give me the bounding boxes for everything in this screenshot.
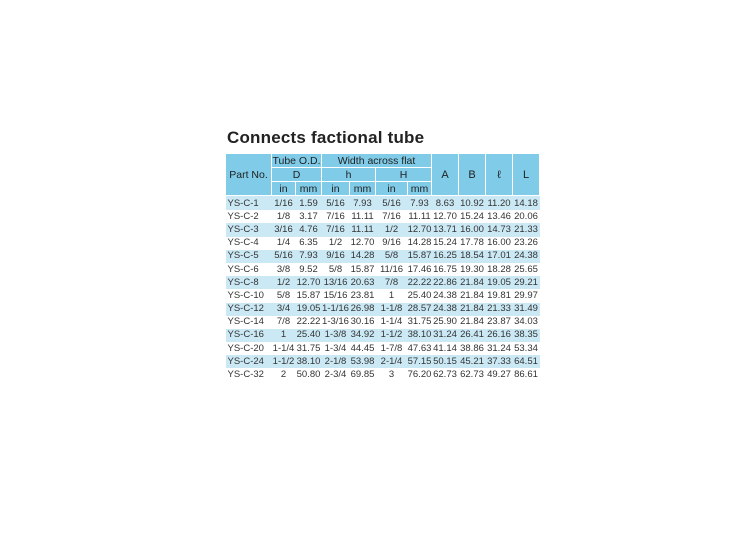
value-cell: 47.63 (407, 342, 432, 354)
header-unit-in: in (272, 182, 296, 196)
header-unit-in: in (322, 182, 350, 196)
header-l: L (513, 154, 540, 196)
table-header (226, 154, 540, 196)
value-cell: 18.28 (487, 263, 511, 275)
value-cell: 6.35 (299, 237, 318, 249)
value-cell: 1-7/8 (380, 342, 403, 354)
part-number-cell: YS-C-4 (227, 237, 259, 249)
table-row (226, 342, 540, 355)
spec-table (225, 153, 540, 382)
part-number-cell: YS-C-2 (227, 210, 259, 222)
value-cell: 7/16 (382, 210, 401, 222)
value-cell: 21.84 (460, 276, 484, 288)
table-row (226, 237, 540, 250)
value-cell: 15.87 (296, 289, 321, 301)
value-cell: 1-1/4 (380, 316, 403, 328)
value-cell: 25.65 (514, 263, 538, 275)
value-cell: 64.51 (514, 355, 538, 367)
value-cell: 21.84 (460, 303, 484, 315)
value-cell: 14.18 (513, 196, 540, 211)
value-cell: 86.61 (514, 369, 538, 381)
table-body (226, 196, 540, 382)
value-cell: 5/16 (272, 250, 296, 263)
header-unit-in: in (376, 182, 408, 196)
value-cell: 24.38 (433, 289, 457, 301)
value-cell: 3/4 (272, 303, 296, 316)
value-cell: 11.11 (408, 210, 431, 222)
value-cell: 1-1/2 (272, 355, 295, 367)
value-cell: 1-1/4 (272, 342, 295, 354)
value-cell: 20.63 (350, 276, 375, 288)
value-cell: 3/16 (272, 223, 296, 236)
value-cell: 1/2 (376, 223, 408, 236)
value-cell: 7/16 (322, 223, 350, 236)
header-unit-mm: mm (350, 182, 376, 196)
value-cell: 34.92 (350, 329, 375, 341)
value-cell: 1-3/4 (324, 342, 347, 354)
value-cell: 26.16 (487, 329, 511, 341)
value-cell: 25.90 (433, 316, 457, 328)
value-cell: 25.40 (407, 289, 432, 301)
value-cell: 29.21 (514, 276, 538, 288)
value-cell: 1 (388, 289, 395, 301)
value-cell: 15.87 (350, 263, 375, 275)
value-cell: 5/8 (276, 289, 291, 301)
value-cell: 29.97 (514, 289, 538, 301)
table-row (226, 289, 540, 302)
value-cell: 38.35 (514, 329, 538, 341)
value-cell: 15.24 (460, 210, 484, 222)
value-cell: 76.20 (407, 369, 432, 381)
value-cell: 37.33 (487, 355, 511, 367)
value-cell: 31.75 (407, 316, 432, 328)
table-row (226, 316, 540, 329)
value-cell: 21.33 (514, 223, 538, 235)
value-cell: 14.28 (350, 250, 375, 262)
header-h-small: h (322, 168, 376, 182)
value-cell: 15.87 (407, 250, 432, 262)
value-cell: 38.86 (460, 342, 484, 354)
table-row (226, 276, 540, 289)
value-cell: 15.24 (433, 237, 457, 249)
value-cell: 28.57 (407, 303, 432, 315)
table-row (226, 303, 540, 316)
value-cell: 1/16 (272, 196, 296, 211)
value-cell: 18.54 (460, 250, 484, 262)
value-cell: 30.16 (350, 316, 375, 328)
value-cell: 3.17 (299, 210, 318, 222)
value-cell: 7.93 (296, 250, 322, 263)
value-cell: 21.33 (487, 303, 511, 315)
header-h-big: H (376, 168, 432, 182)
value-cell: 16.75 (433, 263, 457, 275)
value-cell: 1-1/8 (376, 303, 408, 316)
part-number-cell: YS-C-8 (226, 276, 272, 289)
value-cell: 16.00 (487, 237, 511, 249)
value-cell: 1-1/16 (322, 303, 349, 315)
value-cell: 12.70 (350, 237, 375, 249)
value-cell: 1-1/2 (376, 329, 408, 342)
header-d: D (272, 168, 322, 182)
value-cell: 7/8 (276, 316, 291, 328)
part-number-cell: YS-C-32 (227, 369, 264, 381)
header-tube-od: Tube O.D. (272, 154, 321, 167)
value-cell: 22.86 (433, 276, 457, 288)
value-cell: 11/16 (379, 263, 404, 275)
value-cell: 2-3/4 (324, 369, 347, 381)
value-cell: 38.10 (296, 355, 321, 367)
value-cell: 1/4 (276, 237, 291, 249)
value-cell: 2 (280, 369, 287, 381)
value-cell: 17.01 (487, 250, 511, 262)
value-cell: 13.71 (433, 223, 457, 235)
value-cell: 13/16 (322, 276, 350, 289)
value-cell: 9/16 (382, 237, 401, 249)
value-cell: 24.38 (433, 303, 457, 315)
value-cell: 15/16 (323, 289, 348, 301)
table-row (226, 223, 540, 236)
value-cell: 9/16 (322, 250, 350, 263)
value-cell: 50.15 (433, 355, 457, 367)
part-number-cell: YS-C-12 (226, 303, 272, 316)
header-l-script: ℓ (486, 154, 513, 196)
value-cell: 69.85 (350, 369, 375, 381)
value-cell: 23.81 (350, 289, 375, 301)
value-cell: 53.34 (514, 342, 538, 354)
table-row (226, 210, 540, 223)
table-row (226, 263, 540, 276)
header-width-across-flat: Width across flat (322, 154, 432, 168)
value-cell: 62.73 (460, 369, 484, 381)
value-cell: 49.27 (487, 369, 511, 381)
value-cell: 7/16 (326, 210, 345, 222)
value-cell: 14.73 (487, 223, 511, 235)
value-cell: 19.30 (460, 263, 484, 275)
value-cell: 22.22 (407, 276, 432, 288)
value-cell: 3 (388, 369, 395, 381)
part-number-cell: YS-C-1 (226, 196, 272, 211)
table-row (226, 250, 540, 263)
value-cell: 2-1/4 (376, 355, 408, 368)
value-cell: 8.63 (432, 196, 459, 211)
value-cell: 62.73 (433, 369, 457, 381)
value-cell: 25.40 (296, 329, 321, 341)
value-cell: 41.14 (433, 342, 457, 354)
value-cell: 44.45 (350, 342, 375, 354)
value-cell: 19.05 (296, 303, 321, 315)
value-cell: 1-3/16 (322, 316, 349, 328)
header-part-no: Part No. (226, 154, 272, 196)
page-title: Connects factional tube (227, 128, 425, 147)
value-cell: 11.11 (351, 223, 374, 235)
part-number-cell: YS-C-24 (226, 355, 272, 368)
value-cell: 1/8 (276, 210, 291, 222)
value-cell: 1/2 (328, 237, 343, 249)
value-cell: 22.22 (296, 316, 321, 328)
value-cell: 21.84 (460, 316, 484, 328)
value-cell: 7/8 (376, 276, 408, 289)
value-cell: 7.93 (350, 196, 376, 211)
value-cell: 50.80 (296, 369, 321, 381)
value-cell: 17.78 (460, 237, 484, 249)
value-cell: 19.81 (487, 289, 511, 301)
value-cell: 13.46 (487, 210, 511, 222)
value-cell: 31.24 (487, 342, 511, 354)
value-cell: 31.49 (514, 303, 538, 315)
value-cell: 5/8 (376, 250, 408, 263)
value-cell: 31.75 (296, 342, 321, 354)
part-number-cell: YS-C-16 (226, 329, 272, 342)
value-cell: 23.26 (514, 237, 538, 249)
part-number-cell: YS-C-3 (226, 223, 272, 236)
value-cell: 16.00 (460, 223, 484, 235)
value-cell: 7.93 (408, 196, 432, 211)
value-cell: 38.10 (407, 329, 432, 341)
value-cell: 21.84 (460, 289, 484, 301)
value-cell: 11.11 (351, 210, 374, 222)
header-unit-mm: mm (296, 182, 322, 196)
value-cell: 20.06 (514, 210, 538, 222)
value-cell: 1 (272, 329, 296, 342)
value-cell: 34.03 (514, 316, 538, 328)
header-a: A (432, 154, 459, 196)
value-cell: 3/8 (276, 263, 291, 275)
value-cell: 16.25 (433, 250, 457, 262)
value-cell: 26.41 (460, 329, 484, 341)
table-row (226, 196, 540, 211)
value-cell: 1/2 (272, 276, 296, 289)
value-cell: 5/16 (322, 196, 350, 211)
part-number-cell: YS-C-14 (227, 316, 264, 328)
value-cell: 12.70 (407, 223, 432, 235)
value-cell: 2-1/8 (322, 355, 350, 368)
value-cell: 12.70 (296, 276, 321, 288)
table-row (226, 355, 540, 368)
part-number-cell: YS-C-5 (226, 250, 272, 263)
value-cell: 26.98 (350, 303, 375, 315)
value-cell: 24.38 (514, 250, 538, 262)
value-cell: 11.20 (486, 196, 513, 211)
value-cell: 5/8 (328, 263, 343, 275)
value-cell: 10.92 (459, 196, 486, 211)
value-cell: 4.76 (296, 223, 322, 236)
header-b: B (459, 154, 486, 196)
value-cell: 53.98 (350, 355, 375, 367)
value-cell: 31.24 (433, 329, 457, 341)
header-unit-mm: mm (408, 182, 432, 196)
value-cell: 19.05 (487, 276, 511, 288)
value-cell: 12.70 (433, 210, 457, 222)
value-cell: 17.46 (407, 263, 432, 275)
part-number-cell: YS-C-6 (227, 263, 259, 275)
part-number-cell: YS-C-10 (227, 289, 264, 301)
value-cell: 9.52 (299, 263, 318, 275)
value-cell: 23.87 (487, 316, 511, 328)
value-cell: 5/16 (376, 196, 408, 211)
part-number-cell: YS-C-20 (227, 342, 264, 354)
value-cell: 45.21 (460, 355, 484, 367)
value-cell: 1.59 (296, 196, 322, 211)
value-cell: 1-3/8 (322, 329, 350, 342)
value-cell: 14.28 (407, 237, 432, 249)
value-cell: 57.15 (407, 355, 432, 367)
table-row (226, 368, 540, 381)
table-row (226, 329, 540, 342)
